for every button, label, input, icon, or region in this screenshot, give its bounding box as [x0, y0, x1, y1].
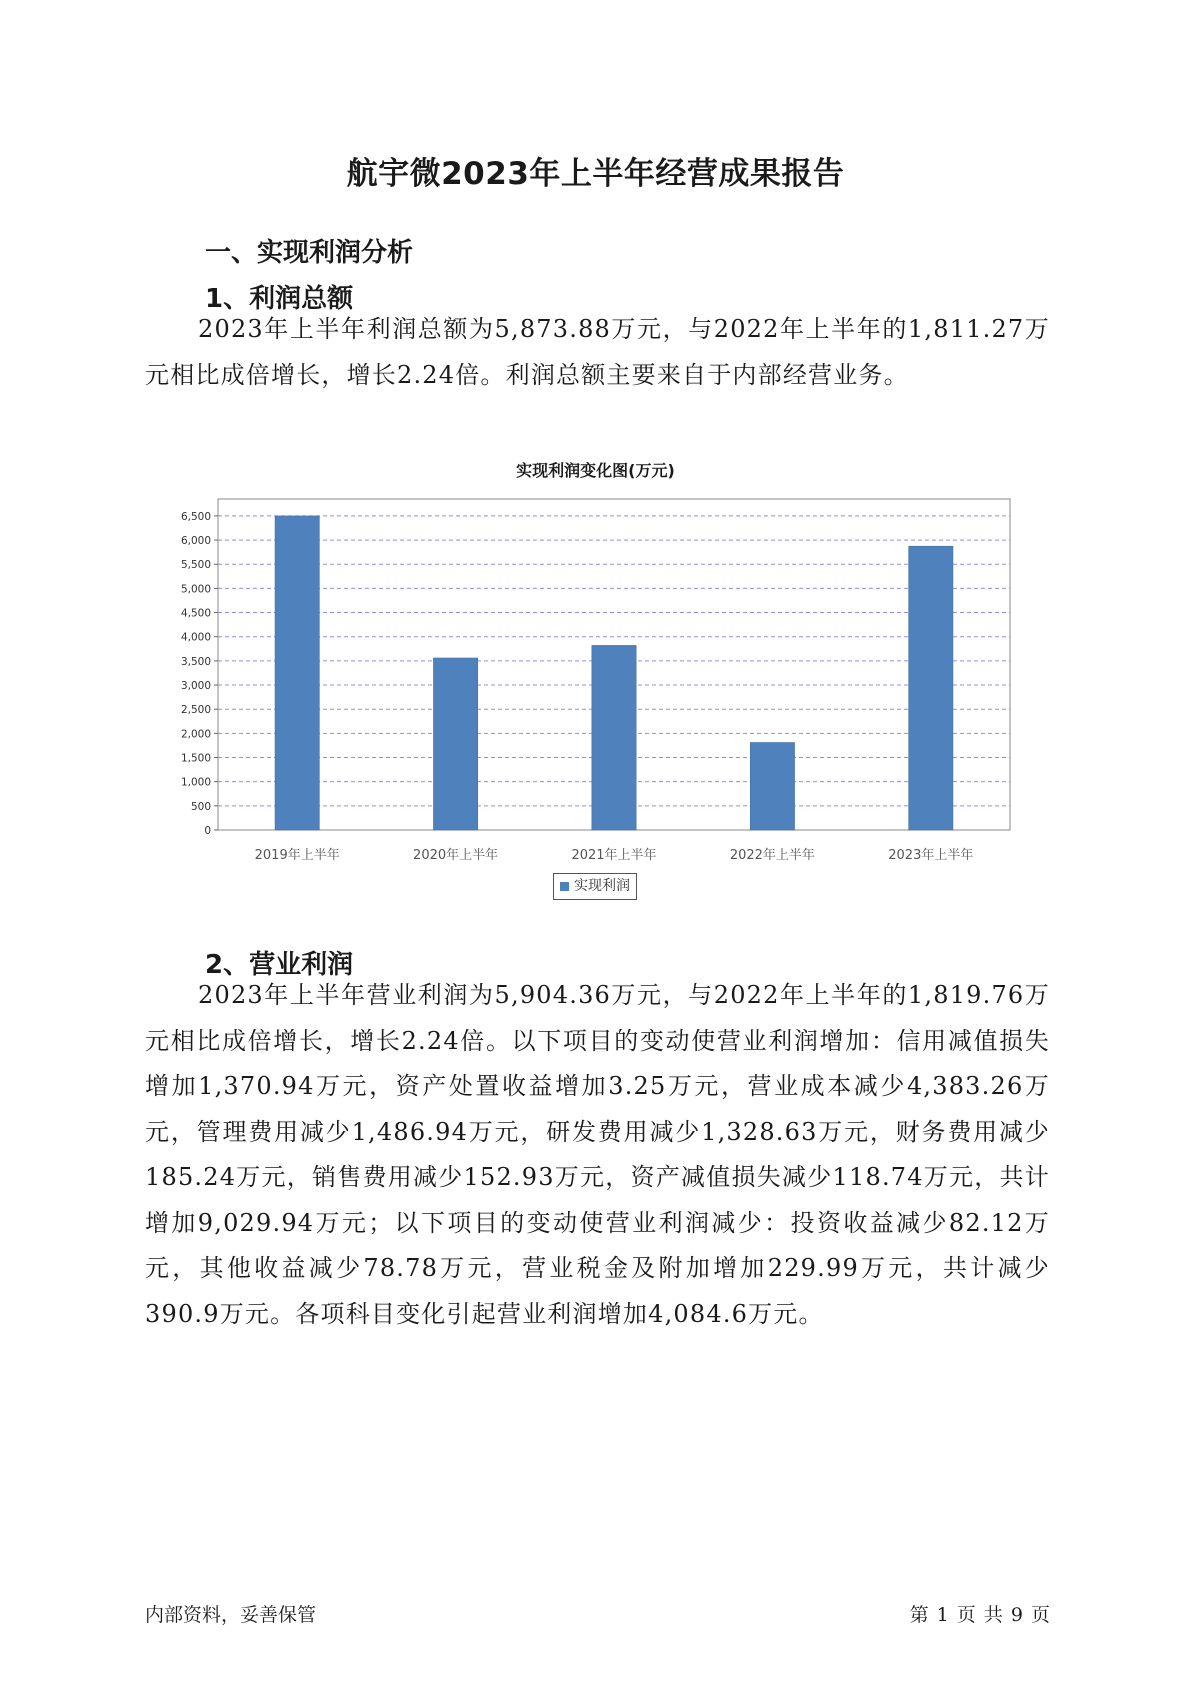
bar [909, 546, 953, 830]
y-tick-label: 1,000 [180, 776, 211, 789]
bar [433, 658, 477, 830]
y-tick-label: 5,500 [180, 559, 211, 572]
y-tick-label: 6,500 [180, 510, 211, 523]
footer-page-number: 第 1 页 共 9 页 [909, 1604, 1051, 1626]
y-tick-label: 0 [204, 825, 211, 837]
x-tick-label: 2020年上半年 [413, 848, 499, 863]
section-heading-profit-analysis: 一、实现利润分析 [205, 238, 414, 268]
x-tick-label: 2021年上半年 [571, 848, 657, 863]
legend-swatch [560, 882, 569, 891]
profit-bar-chart [150, 482, 1050, 882]
bar [275, 516, 319, 830]
x-tick-label: 2022年上半年 [729, 848, 815, 863]
footer-confidential: 内部资料，妥善保管 [145, 1604, 317, 1626]
bar [750, 742, 794, 830]
y-tick-label: 5,000 [180, 583, 211, 596]
paragraph-total-profit: 2023年上半年利润总额为5,873.88万元，与2022年上半年的1,811.27万元相比成倍增长，增长2.24倍。利润总额主要来自于内部经营业务。 [145, 315, 1050, 389]
y-tick-label: 3,500 [180, 655, 211, 668]
y-tick-label: 3,000 [180, 680, 211, 693]
x-tick-label: 2019年上半年 [254, 848, 340, 863]
y-tick-label: 4,000 [180, 631, 211, 644]
chart-title: 实现利润变化图(万元) [516, 461, 675, 480]
y-tick-label: 500 [190, 800, 211, 813]
y-tick-label: 6,000 [180, 535, 211, 548]
document-title: 航宇微2023年上半年经营成果报告 [346, 156, 845, 192]
y-tick-label: 2,000 [180, 728, 211, 741]
y-tick-label: 4,500 [180, 607, 211, 620]
paragraph-operating-profit: 2023年上半年营业利润为5,904.36万元，与2022年上半年的1,819.76万元相比成倍增长，增长2.24倍。以下项目的变动使营业利润增加：信用减值损失增加1,370.94万元，资产处置收益增加3.25万元，营业成本减少4,383.26万元，管理费用减少1,486.94万元，研发费用减少1,328.63万元，财务费用减少185.24万元，销售费用减少152.93万元，资产减值损失减少118.74万元，共计增加9,029.94万元；以下项目的变动使营业利润减少：投资收益减少82.12万元，其他收益减少78.78万元，营业税金及附加增加229.99万元，共计减少390.9万元。各项科目变化引起营业利润增加4,084.6万元。 [145, 981, 1050, 1328]
y-tick-label: 2,500 [180, 704, 211, 717]
legend-label: 实现利润 [574, 878, 630, 894]
x-tick-label: 2023年上半年 [888, 848, 974, 863]
subheading-operating-profit: 2、营业利润 [205, 950, 354, 980]
y-tick-label: 1,500 [180, 752, 211, 765]
chart-legend [553, 873, 637, 900]
bar [592, 645, 636, 830]
subheading-total-profit: 1、利润总额 [205, 284, 354, 314]
